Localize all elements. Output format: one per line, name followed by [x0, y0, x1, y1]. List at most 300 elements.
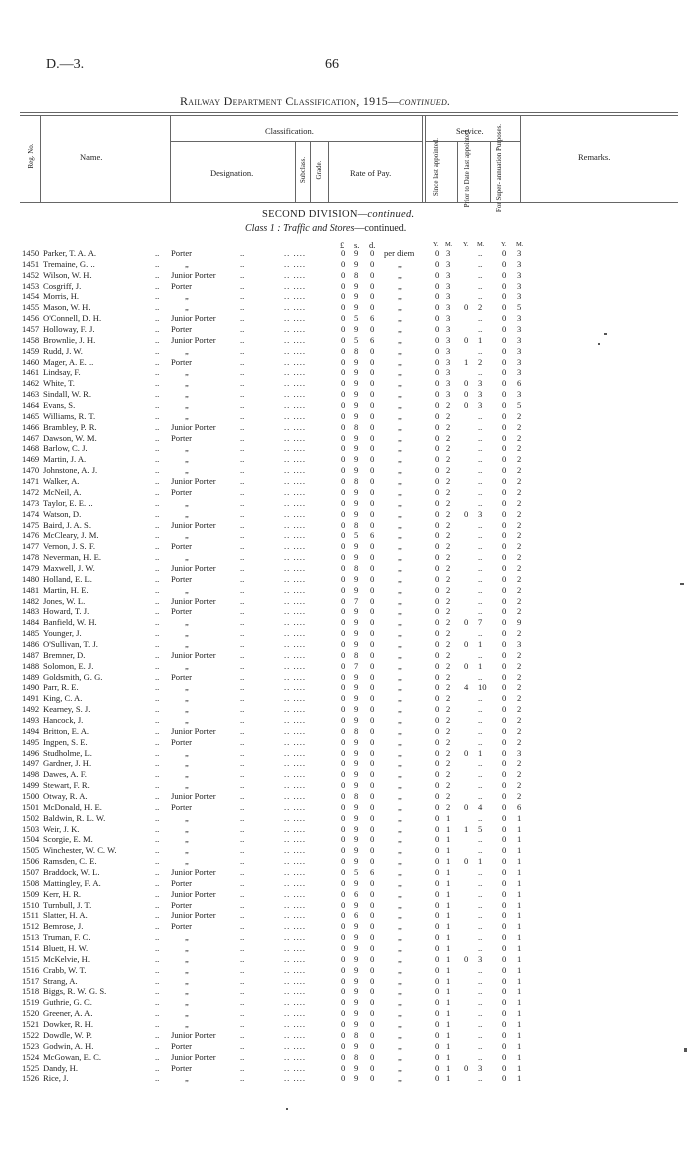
reg-no-cell: 1496 — [22, 747, 40, 758]
table-row — [0, 693, 700, 704]
prior-years-cell: 0 — [464, 856, 469, 867]
since-years-cell: 0 — [435, 714, 440, 725]
table-row — [0, 422, 700, 433]
designation-cell: Porter — [171, 486, 193, 497]
leader-dots: .. .... — [284, 682, 307, 693]
table-row — [0, 302, 700, 313]
since-years-cell: 0 — [435, 660, 440, 671]
pay-pence-cell: 0 — [370, 986, 375, 997]
since-years-cell: 0 — [435, 324, 440, 335]
pay-pounds-cell: 0 — [341, 791, 346, 801]
super-months-cell: 1 — [517, 997, 522, 1008]
since-years-cell: 0 — [435, 747, 440, 758]
name-cell: Slatter, H. A. — [43, 910, 88, 921]
since-years-cell: 0 — [435, 823, 440, 834]
unit-pence: d. — [369, 240, 376, 250]
since-months-cell: 1 — [446, 986, 451, 997]
leader-dots: .. — [155, 465, 160, 476]
leader-dots: .. .... — [284, 476, 307, 487]
super-years-cell: 0 — [502, 932, 507, 943]
super-years-cell: 0 — [502, 769, 507, 780]
since-years-cell: 0 — [435, 541, 440, 552]
table-row — [0, 367, 700, 378]
pay-pence-cell: 0 — [370, 747, 375, 758]
leader-dots: .. — [240, 1029, 245, 1040]
pay-period-cell: „ — [398, 334, 402, 345]
super-months-cell: 1 — [517, 899, 522, 910]
super-months-cell: 3 — [517, 356, 522, 367]
leader-dots: .. — [240, 953, 245, 964]
reg-no-cell: 1452 — [22, 269, 40, 280]
reg-no-cell: 1490 — [22, 682, 40, 693]
prior-months-cell: .. — [478, 541, 483, 552]
super-months-cell: 3 — [517, 367, 522, 378]
leader-dots: .. — [155, 1062, 160, 1073]
pay-shillings-cell: 9 — [354, 823, 359, 834]
prior-months-cell: .. — [478, 1029, 483, 1040]
pay-pence-cell: 0 — [370, 1040, 375, 1051]
super-years-cell: 0 — [502, 584, 507, 595]
pay-pence-cell: 0 — [370, 595, 375, 606]
pay-shillings-cell: 9 — [354, 389, 359, 400]
prior-months-cell: .. — [478, 704, 483, 715]
leader-dots: .. — [240, 747, 245, 758]
name-cell: Truman, F. C. — [43, 932, 91, 943]
since-years-cell: 0 — [435, 584, 440, 595]
designation-cell: Porter — [171, 671, 193, 682]
since-years-cell: 0 — [435, 769, 440, 780]
since-years-cell: 0 — [435, 497, 440, 508]
pay-period-cell: „ — [398, 997, 402, 1008]
name-cell: Baldwin, R. L. W. — [43, 812, 106, 823]
super-months-cell: 1 — [517, 1051, 522, 1062]
leader-dots: .. .... — [284, 258, 307, 269]
since-years-cell: 0 — [435, 877, 440, 888]
prior-years-cell: 0 — [464, 801, 469, 812]
reg-no-cell: 1456 — [22, 313, 40, 324]
page-number: 66 — [325, 57, 339, 72]
pay-pence-cell: 0 — [370, 704, 375, 715]
leader-dots: .. — [155, 367, 160, 378]
pay-shillings-cell: 9 — [354, 248, 359, 258]
designation-cell: Porter — [171, 541, 193, 552]
pay-period-cell: per diem — [384, 248, 415, 258]
since-months-cell: 3 — [446, 334, 451, 345]
name-cell: Taylor, E. E. .. — [43, 497, 93, 508]
class-text: Traffic and Stores — [283, 223, 355, 234]
leader-dots: .. .... — [284, 367, 307, 378]
super-months-cell: 1 — [517, 812, 522, 823]
table-row — [0, 281, 700, 292]
pay-shillings-cell: 9 — [354, 975, 359, 986]
pay-pence-cell: 0 — [370, 617, 375, 628]
super-months-cell: 2 — [517, 573, 522, 584]
reg-no-cell: 1470 — [22, 465, 40, 476]
leader-dots: .. — [155, 302, 160, 313]
pay-pence-cell: 0 — [370, 606, 375, 617]
pay-pounds-cell: 0 — [341, 595, 346, 606]
leader-dots: .. .... — [284, 1040, 307, 1051]
pay-shillings-cell: 9 — [354, 465, 359, 476]
pay-pounds-cell: 0 — [341, 584, 346, 595]
reg-no-cell: 1457 — [22, 324, 40, 335]
leader-dots: .. .... — [284, 801, 307, 812]
table-row — [0, 248, 700, 259]
leader-dots: .. — [155, 975, 160, 986]
since-years-cell: 0 — [435, 649, 440, 660]
since-years-cell: 0 — [435, 280, 440, 291]
pay-pounds-cell: 0 — [341, 389, 346, 400]
name-cell: Bremner, D. — [43, 649, 86, 660]
leader-dots: .. — [240, 649, 245, 660]
pay-period-cell: „ — [398, 975, 402, 986]
reg-no-cell: 1507 — [22, 867, 40, 878]
prior-months-cell: .. — [478, 791, 483, 801]
pay-shillings-cell: 9 — [354, 410, 359, 421]
pay-period-cell: „ — [398, 660, 402, 671]
prior-years-cell: 0 — [464, 660, 469, 671]
pay-period-cell: „ — [398, 584, 402, 595]
designation-cell: Porter — [171, 1062, 193, 1073]
leader-dots: .. — [155, 823, 160, 834]
reg-no-cell: 1463 — [22, 389, 40, 400]
leader-dots: .. — [155, 834, 160, 845]
unit-pounds: £ — [340, 240, 345, 250]
leader-dots: .. — [155, 291, 160, 302]
since-years-cell: 0 — [435, 867, 440, 878]
pay-pounds-cell: 0 — [341, 725, 346, 736]
leader-dots: .. .... — [284, 530, 307, 541]
header-remarks: Remarks. — [578, 152, 611, 162]
super-years-cell: 0 — [502, 997, 507, 1008]
name-cell: Barlow, C. J. — [43, 443, 88, 454]
leader-dots: .. — [155, 660, 160, 671]
pay-period-cell: „ — [398, 258, 402, 269]
designation-cell: Porter — [171, 736, 193, 747]
prior-months-cell: .. — [478, 932, 483, 943]
leader-dots: .. — [155, 378, 160, 389]
section-title-continued: —continued. — [357, 209, 415, 220]
super-months-cell: 2 — [517, 682, 522, 693]
pay-pounds-cell: 0 — [341, 562, 346, 573]
pay-pounds-cell: 0 — [341, 302, 346, 313]
since-months-cell: 1 — [446, 975, 451, 986]
leader-dots: .. — [155, 910, 160, 921]
pay-pounds-cell: 0 — [341, 400, 346, 411]
prior-years-cell: 0 — [464, 378, 469, 389]
pay-period-cell: „ — [398, 400, 402, 411]
pay-shillings-cell: 9 — [354, 606, 359, 617]
unit-prior-years: Y. — [463, 241, 469, 248]
pay-pence-cell: 0 — [370, 899, 375, 910]
super-years-cell: 0 — [502, 943, 507, 954]
super-years-cell: 0 — [502, 291, 507, 302]
leader-dots: .. — [240, 313, 245, 324]
leader-dots: .. — [240, 736, 245, 747]
since-years-cell: 0 — [435, 345, 440, 356]
since-years-cell: 0 — [435, 1051, 440, 1062]
super-years-cell: 0 — [502, 389, 507, 400]
designation-cell: „ — [185, 443, 189, 454]
pay-shillings-cell: 9 — [354, 573, 359, 584]
pay-pence-cell: 0 — [370, 248, 375, 258]
table-row — [0, 552, 700, 563]
leader-dots: .. — [155, 628, 160, 639]
pay-pounds-cell: 0 — [341, 964, 346, 975]
pay-pence-cell: 0 — [370, 725, 375, 736]
designation-cell: „ — [185, 302, 189, 313]
reg-no-cell: 1482 — [22, 595, 40, 606]
name-cell: Greener, A. A. — [43, 1008, 93, 1019]
reg-no-cell: 1458 — [22, 334, 40, 345]
table-row — [0, 1041, 700, 1052]
pay-pence-cell: 0 — [370, 280, 375, 291]
pay-pence-cell: 0 — [370, 486, 375, 497]
table-row — [0, 443, 700, 454]
prior-months-cell: .. — [478, 280, 483, 291]
leader-dots: .. — [240, 899, 245, 910]
pay-pounds-cell: 0 — [341, 258, 346, 269]
designation-cell: „ — [185, 812, 189, 823]
leader-dots: .. — [155, 1008, 160, 1019]
pay-period-cell: „ — [398, 921, 402, 932]
pay-pence-cell: 6 — [370, 530, 375, 541]
pay-shillings-cell: 9 — [354, 943, 359, 954]
header-since-last: Since last appointed. — [432, 137, 440, 197]
pay-pence-cell: 0 — [370, 932, 375, 943]
pay-shillings-cell: 9 — [354, 714, 359, 725]
leader-dots: .. .... — [284, 378, 307, 389]
pay-period-cell: „ — [398, 823, 402, 834]
leader-dots: .. .... — [284, 584, 307, 595]
prior-months-cell: 3 — [478, 400, 483, 411]
since-months-cell: 3 — [446, 367, 451, 378]
prior-months-cell: .. — [478, 367, 483, 378]
pay-pounds-cell: 0 — [341, 1029, 346, 1040]
super-years-cell: 0 — [502, 780, 507, 791]
super-months-cell: 2 — [517, 497, 522, 508]
leader-dots: .. .... — [284, 747, 307, 758]
leader-dots: .. — [155, 486, 160, 497]
pay-shillings-cell: 9 — [354, 812, 359, 823]
super-years-cell: 0 — [502, 334, 507, 345]
since-months-cell: 3 — [446, 302, 451, 313]
reg-no-cell: 1479 — [22, 562, 40, 573]
pay-pence-cell: 0 — [370, 845, 375, 856]
pay-pence-cell: 0 — [370, 910, 375, 921]
super-months-cell: 2 — [517, 410, 522, 421]
table-row — [0, 606, 700, 617]
pay-period-cell: „ — [398, 682, 402, 693]
pay-pence-cell: 0 — [370, 769, 375, 780]
leader-dots: .. — [155, 649, 160, 660]
header-superannuation: For Super- annuation Purposes. — [495, 123, 503, 213]
prior-months-cell: .. — [478, 845, 483, 856]
pay-pence-cell: 0 — [370, 801, 375, 812]
col-divider — [422, 115, 423, 202]
super-months-cell: 2 — [517, 704, 522, 715]
super-months-cell: 1 — [517, 888, 522, 899]
designation-cell: Junior Porter — [171, 313, 216, 324]
pay-shillings-cell: 9 — [354, 324, 359, 335]
leader-dots: .. — [155, 248, 160, 258]
leader-dots: .. .... — [284, 921, 307, 932]
leader-dots: .. .... — [284, 334, 307, 345]
leader-dots: .. — [240, 248, 245, 258]
leader-dots: .. .... — [284, 465, 307, 476]
leader-dots: .. .... — [284, 704, 307, 715]
prior-months-cell: 3 — [478, 508, 483, 519]
pay-pounds-cell: 0 — [341, 736, 346, 747]
since-months-cell: 2 — [446, 476, 451, 487]
since-months-cell: 2 — [446, 791, 451, 801]
leader-dots: .. .... — [284, 834, 307, 845]
reg-no-cell: 1505 — [22, 845, 40, 856]
prior-months-cell: .. — [478, 465, 483, 476]
table-row — [0, 596, 700, 607]
pay-period-cell: „ — [398, 845, 402, 856]
leader-dots: .. — [240, 888, 245, 899]
super-years-cell: 0 — [502, 1008, 507, 1019]
super-months-cell: 9 — [517, 617, 522, 628]
since-months-cell: 2 — [446, 562, 451, 573]
prior-months-cell: .. — [478, 780, 483, 791]
pay-shillings-cell: 9 — [354, 671, 359, 682]
since-months-cell: 2 — [446, 486, 451, 497]
since-years-cell: 0 — [435, 997, 440, 1008]
super-months-cell: 3 — [517, 345, 522, 356]
pay-shillings-cell: 8 — [354, 476, 359, 487]
pay-pence-cell: 0 — [370, 1051, 375, 1062]
since-months-cell: 1 — [446, 812, 451, 823]
pay-pounds-cell: 0 — [341, 530, 346, 541]
leader-dots: .. .... — [284, 910, 307, 921]
name-cell: Rice, J. — [43, 1073, 69, 1084]
leader-dots: .. — [240, 693, 245, 704]
leader-dots: .. .... — [284, 400, 307, 411]
since-years-cell: 0 — [435, 248, 440, 258]
since-months-cell: 2 — [446, 649, 451, 660]
pay-shillings-cell: 9 — [354, 1040, 359, 1051]
leader-dots: .. — [155, 932, 160, 943]
super-months-cell: 3 — [517, 389, 522, 400]
pay-pounds-cell: 0 — [341, 649, 346, 660]
scan-speck — [680, 583, 684, 585]
super-months-cell: 6 — [517, 378, 522, 389]
table-row — [0, 791, 700, 802]
table-row — [0, 769, 700, 780]
prior-months-cell: .. — [478, 943, 483, 954]
pay-pence-cell: 0 — [370, 997, 375, 1008]
pay-pounds-cell: 0 — [341, 671, 346, 682]
leader-dots: .. — [155, 497, 160, 508]
leader-dots: .. .... — [284, 248, 307, 258]
pay-pence-cell: 0 — [370, 400, 375, 411]
name-cell: Williams, R. T. — [43, 410, 96, 421]
leader-dots: .. .... — [284, 975, 307, 986]
pay-pence-cell: 0 — [370, 421, 375, 432]
pay-pence-cell: 0 — [370, 258, 375, 269]
prior-months-cell: .. — [478, 454, 483, 465]
designation-cell: Porter — [171, 248, 193, 258]
reg-no-cell: 1498 — [22, 769, 40, 780]
pay-pounds-cell: 0 — [341, 714, 346, 725]
super-months-cell: 1 — [517, 910, 522, 921]
name-cell: Ingpen, S. E. — [43, 736, 88, 747]
super-months-cell: 3 — [517, 291, 522, 302]
pay-shillings-cell: 9 — [354, 400, 359, 411]
leader-dots: .. .... — [284, 769, 307, 780]
leader-dots: .. — [240, 454, 245, 465]
leader-dots: .. — [240, 1040, 245, 1051]
since-years-cell: 0 — [435, 421, 440, 432]
since-months-cell: 2 — [446, 432, 451, 443]
pay-shillings-cell: 9 — [354, 932, 359, 943]
prior-months-cell: .. — [478, 867, 483, 878]
prior-months-cell: .. — [478, 497, 483, 508]
leader-dots: .. .... — [284, 638, 307, 649]
leader-dots: .. — [155, 617, 160, 628]
name-cell: Ramsden, C. E. — [43, 856, 97, 867]
pay-pence-cell: 0 — [370, 454, 375, 465]
table-row — [0, 411, 700, 422]
unit-super-months: M. — [516, 241, 524, 248]
reg-no-cell: 1515 — [22, 953, 40, 964]
reg-no-cell: 1509 — [22, 888, 40, 899]
leader-dots: .. — [240, 1062, 245, 1073]
pay-pounds-cell: 0 — [341, 845, 346, 856]
since-months-cell: 1 — [446, 823, 451, 834]
leader-dots: .. — [240, 367, 245, 378]
since-months-cell: 3 — [446, 356, 451, 367]
super-years-cell: 0 — [502, 660, 507, 671]
designation-cell: Junior Porter — [171, 519, 216, 530]
pay-pence-cell: 6 — [370, 867, 375, 878]
table-row — [0, 1063, 700, 1074]
leader-dots: .. .... — [284, 628, 307, 639]
designation-cell: „ — [185, 953, 189, 964]
pay-shillings-cell: 9 — [354, 291, 359, 302]
leader-dots: .. .... — [284, 714, 307, 725]
reg-no-cell: 1522 — [22, 1029, 40, 1040]
super-months-cell: 1 — [517, 943, 522, 954]
leader-dots: .. — [240, 269, 245, 280]
prior-months-cell: .. — [478, 1008, 483, 1019]
pay-pounds-cell: 0 — [341, 421, 346, 432]
since-years-cell: 0 — [435, 291, 440, 302]
pay-pence-cell: 0 — [370, 660, 375, 671]
since-months-cell: 1 — [446, 1073, 451, 1084]
leader-dots: .. — [155, 1040, 160, 1051]
leader-dots: .. — [155, 552, 160, 563]
since-years-cell: 0 — [435, 834, 440, 845]
super-months-cell: 2 — [517, 606, 522, 617]
since-years-cell: 0 — [435, 845, 440, 856]
since-months-cell: 2 — [446, 671, 451, 682]
name-cell: Parr, R. E. — [43, 682, 79, 693]
since-months-cell: 1 — [446, 997, 451, 1008]
pay-pence-cell: 0 — [370, 953, 375, 964]
super-years-cell: 0 — [502, 258, 507, 269]
name-cell: Weir, J. K. — [43, 823, 80, 834]
since-years-cell: 0 — [435, 801, 440, 812]
table-row — [0, 617, 700, 628]
page-title — [180, 94, 450, 109]
table-row — [0, 824, 700, 835]
pay-pence-cell: 0 — [370, 497, 375, 508]
pay-pounds-cell: 0 — [341, 910, 346, 921]
since-months-cell: 1 — [446, 1029, 451, 1040]
